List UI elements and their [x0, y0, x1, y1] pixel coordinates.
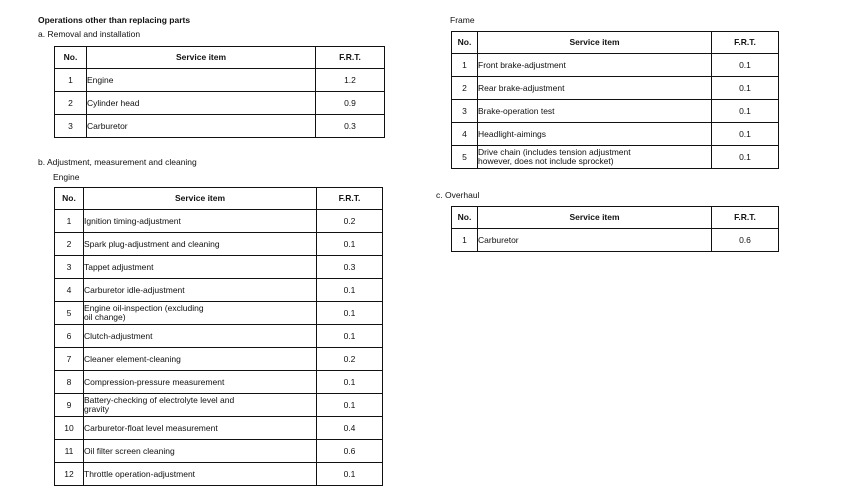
- row-number: 1: [55, 210, 84, 233]
- row-number: 10: [55, 417, 84, 440]
- table-row: [55, 279, 383, 302]
- row-number: 1: [452, 229, 478, 252]
- service-item: Carburetor idle-adjustment: [84, 279, 317, 302]
- table-row: [55, 463, 383, 486]
- table-row: [55, 210, 383, 233]
- frt-value: 0.1: [712, 123, 779, 146]
- column-header-no: No.: [55, 47, 87, 69]
- overhaul-table: [451, 206, 779, 252]
- row-number: 5: [55, 302, 84, 325]
- column-header-no: No.: [452, 32, 478, 54]
- column-header-service-item: Service item: [478, 32, 712, 54]
- table-row: [55, 233, 383, 256]
- column-header-frt: F.R.T.: [316, 47, 385, 69]
- frt-value: 0.1: [712, 146, 779, 169]
- column-header-service-item: Service item: [84, 188, 317, 210]
- row-number: 2: [55, 92, 87, 115]
- main-heading: Operations other than replacing parts: [38, 15, 191, 25]
- engine-label: Engine: [53, 172, 80, 182]
- table-row: [55, 92, 385, 115]
- removal-installation-table: [54, 46, 385, 138]
- service-item: Engine oil-inspection (excluding oil change): [84, 302, 317, 325]
- service-item: Carburetor: [87, 115, 316, 138]
- service-item: Ignition timing-adjustment: [84, 210, 317, 233]
- frt-value: 0.4: [317, 417, 383, 440]
- table-row: [452, 77, 779, 100]
- row-number: 7: [55, 348, 84, 371]
- row-number: 6: [55, 325, 84, 348]
- table-row: [452, 123, 779, 146]
- frame-adjustment-table: [451, 31, 779, 169]
- table-row: [55, 440, 383, 463]
- frt-value: 0.1: [317, 463, 383, 486]
- row-number: 4: [55, 279, 84, 302]
- row-number: 4: [452, 123, 478, 146]
- service-item: Rear brake-adjustment: [478, 77, 712, 100]
- service-item: Compression-pressure measurement: [84, 371, 317, 394]
- frt-value: 0.3: [316, 115, 385, 138]
- frt-value: 0.2: [317, 210, 383, 233]
- row-number: 3: [452, 100, 478, 123]
- table-row: [55, 256, 383, 279]
- frt-value: 0.2: [317, 348, 383, 371]
- table-row: [55, 69, 385, 92]
- service-item: Tappet adjustment: [84, 256, 317, 279]
- frt-value: 0.3: [317, 256, 383, 279]
- table-row: [55, 115, 385, 138]
- frt-value: 0.1: [712, 54, 779, 77]
- service-item: Spark plug-adjustment and cleaning: [84, 233, 317, 256]
- service-item: Cylinder head: [87, 92, 316, 115]
- service-item: Engine: [87, 69, 316, 92]
- table-row: [55, 417, 383, 440]
- row-number: 9: [55, 394, 84, 417]
- column-header-no: No.: [55, 188, 84, 210]
- service-item: Headlight-aimings: [478, 123, 712, 146]
- column-header-frt: F.R.T.: [317, 188, 383, 210]
- table-row: [55, 325, 383, 348]
- service-item: Battery-checking of electrolyte level and gravity: [84, 394, 317, 417]
- frt-value: 0.1: [712, 77, 779, 100]
- frt-value: 0.1: [317, 302, 383, 325]
- frt-value: 1.2: [316, 69, 385, 92]
- frt-value: 0.1: [317, 325, 383, 348]
- column-header-service-item: Service item: [478, 207, 712, 229]
- frt-value: 0.1: [317, 371, 383, 394]
- service-item: Cleaner element-cleaning: [84, 348, 317, 371]
- service-item: Clutch-adjustment: [84, 325, 317, 348]
- row-number: 8: [55, 371, 84, 394]
- section-b-heading: b. Adjustment, measurement and cleaning: [38, 157, 197, 167]
- table-row: [55, 371, 383, 394]
- engine-adjustment-table: [54, 187, 383, 486]
- table-row: [55, 302, 383, 325]
- section-a-heading: a. Removal and installation: [38, 29, 141, 39]
- column-header-frt: F.R.T.: [712, 32, 779, 54]
- table-row: [55, 394, 383, 417]
- row-number: 3: [55, 115, 87, 138]
- column-header-no: No.: [452, 207, 478, 229]
- section-c-heading: c. Overhaul: [436, 190, 480, 200]
- frt-value: 0.9: [316, 92, 385, 115]
- service-item: Drive chain (includes tension adjustment however, does not include sprocket): [478, 146, 712, 169]
- row-number: 1: [55, 69, 87, 92]
- row-number: 12: [55, 463, 84, 486]
- row-number: 11: [55, 440, 84, 463]
- service-item: Oil filter screen cleaning: [84, 440, 317, 463]
- table-row: [452, 146, 779, 169]
- row-number: 1: [452, 54, 478, 77]
- service-item: Brake-operation test: [478, 100, 712, 123]
- service-item: Throttle operation-adjustment: [84, 463, 317, 486]
- table-row: [55, 348, 383, 371]
- row-number: 2: [55, 233, 84, 256]
- column-header-service-item: Service item: [87, 47, 316, 69]
- frt-value: 0.1: [317, 233, 383, 256]
- service-item: Carburetor-float level measurement: [84, 417, 317, 440]
- frt-value: 0.6: [317, 440, 383, 463]
- row-number: 5: [452, 146, 478, 169]
- service-item: Front brake-adjustment: [478, 54, 712, 77]
- service-item: Carburetor: [478, 229, 712, 252]
- frt-value: 0.1: [317, 394, 383, 417]
- table-row: [452, 100, 779, 123]
- frt-value: 0.1: [712, 100, 779, 123]
- frt-value: 0.1: [317, 279, 383, 302]
- table-row: [452, 54, 779, 77]
- table-row: [452, 229, 779, 252]
- column-header-frt: F.R.T.: [712, 207, 779, 229]
- frt-value: 0.6: [712, 229, 779, 252]
- frame-label: Frame: [450, 15, 475, 25]
- row-number: 3: [55, 256, 84, 279]
- row-number: 2: [452, 77, 478, 100]
